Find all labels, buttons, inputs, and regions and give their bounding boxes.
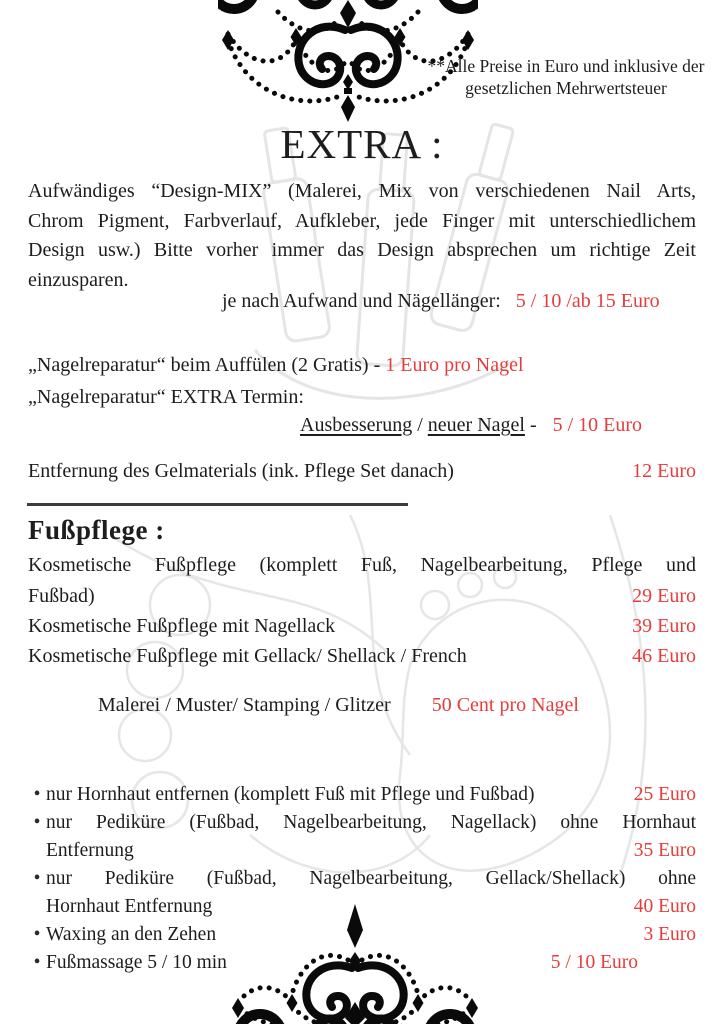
spacer (134, 837, 634, 865)
section-title-extra: EXTRA : (280, 121, 444, 167)
nagelreparatur-auffuellen-price: 1 Euro pro Nagel (385, 354, 524, 376)
design-mix-paragraph (28, 177, 696, 295)
spacer (467, 642, 632, 671)
paragraph-line: Design usw.) Bitte vorher immer das Design absprechen um richtige Zeit (28, 239, 696, 261)
bullet-row-waxing (28, 921, 696, 949)
fusspflege-item2-label: Kosmetische Fußpflege mit Nagellack (28, 615, 336, 637)
aufwand-label: je nach Aufwand und Nägellänger: (222, 290, 501, 312)
malerei-price: 50 Cent pro Nagel (431, 694, 579, 716)
aufwand-price-line (222, 288, 660, 315)
bullet-row-fussmassage (28, 949, 696, 977)
paragraph-line: Chrom Pigment, Farbverlauf, Aufkleber, jede Finger mit unterschiedlichem (28, 209, 696, 232)
gel-removal-row (28, 458, 696, 485)
slash-separator: / (412, 414, 428, 436)
gel-removal-label: Entfernung des Gelmaterials (ink. Pflege Set danach) (28, 460, 454, 482)
tax-note-line1: **Alle Preise in Euro und inklusive der (427, 56, 705, 76)
bullet-icon: • (33, 952, 41, 973)
bullet-pedikure-gellack-label2: Hornhaut Entfernung (46, 896, 213, 917)
section-divider (27, 503, 408, 506)
bullet-icon: • (33, 784, 41, 805)
ausbesserung-price: 5 / 10 Euro (552, 414, 643, 436)
neuer-nagel-label: neuer Nagel (427, 414, 525, 436)
bullet-pedikure-gellack-label: nur Pediküre (Fußbad, Nagelbearbeitung, Gellack/Shellack) ohne (46, 868, 696, 889)
bullet-row-hornhaut (28, 781, 696, 809)
fusspflege-item1-price: 29 Euro (632, 585, 696, 607)
section-title-fusspflege: Fußpflege : (28, 515, 165, 545)
ausbesserung-line (300, 412, 642, 439)
fusspflege-item1-row (28, 582, 696, 611)
nagelreparatur-extra-termin-line: „Nagelreparatur“ EXTRA Termin: (28, 386, 304, 408)
fusspflege-item1-label: Fußbad) (28, 585, 95, 607)
ausbesserung-label: Ausbesserung (300, 414, 413, 436)
fusspflege-item2-price: 39 Euro (632, 615, 696, 637)
fusspflege-item3-row (28, 642, 696, 671)
bullet-row-pedikure-gellack-cont (28, 893, 696, 921)
bullet-icon: • (33, 924, 41, 945)
fusspflege-item3-price: 46 Euro (632, 645, 696, 667)
bullet-row-pedikure-nagellack (28, 809, 696, 837)
bullet-icon: • (33, 812, 41, 833)
bullet-waxing-price: 3 Euro (643, 924, 696, 945)
spacer (212, 893, 633, 921)
bullet-pedikure-gellack-price: 40 Euro (633, 896, 696, 917)
nagelreparatur-auffuellen-line (28, 352, 524, 379)
spacer (454, 458, 632, 485)
nagelreparatur-auffuellen-label: „Nagelreparatur“ beim Auffülen (2 Gratis) - (28, 354, 386, 376)
spacer (216, 921, 643, 949)
bullet-icon: • (33, 868, 41, 889)
bullet-waxing-label: Waxing an den Zehen (46, 924, 217, 945)
bullet-pedikure-nagellack-price: 35 Euro (633, 840, 696, 861)
fusspflege-item2-row (28, 612, 696, 641)
bullet-pedikure-nagellack-label: nur Pediküre (Fußbad, Nagelbearbeitung, Nagellack) ohne Hornhaut (46, 812, 696, 833)
spacer (28, 893, 46, 921)
bullet-hornhaut-price: 25 Euro (633, 784, 696, 805)
fusspflege-bullet-list (28, 781, 696, 977)
bullet-hornhaut-label: nur Hornhaut entfernen (komplett Fuß mit Pflege und Fußbad) (46, 784, 535, 805)
malerei-label: Malerei / Muster/ Stamping / Glitzer (98, 694, 391, 716)
paragraph-line: Aufwändiges “Design-MIX” (Malerei, Mix von verschiedenen Nail Arts, (28, 180, 696, 202)
dash-separator: - (524, 414, 542, 436)
tax-note-line2: gesetzlichen Mehrwertsteuer (465, 78, 667, 98)
fusspflege-item1-line1: Kosmetische Fußpflege (komplett Fuß, Nagelbearbeitung, Pflege und (28, 554, 696, 576)
spacer (335, 612, 632, 641)
malerei-row (98, 692, 579, 719)
bullet-row-pedikure-gellack (28, 865, 696, 893)
spacer (535, 781, 634, 809)
paragraph-line: einzusparen. (28, 268, 129, 291)
spacer (227, 949, 551, 977)
spacer (95, 582, 632, 611)
gel-removal-price: 12 Euro (632, 460, 696, 482)
bullet-fussmassage-price: 5 / 10 Euro (550, 952, 638, 973)
spacer (28, 837, 46, 865)
aufwand-price: 5 / 10 /ab 15 Euro (515, 290, 660, 312)
bullet-fussmassage-label: Fußmassage 5 / 10 min (46, 952, 227, 973)
bullet-row-pedikure-nagellack-cont (28, 837, 696, 865)
fusspflege-item3-label: Kosmetische Fußpflege mit Gellack/ Shellack / French (28, 645, 467, 667)
tax-note (416, 55, 716, 99)
bullet-pedikure-nagellack-label2: Entfernung (46, 840, 134, 861)
